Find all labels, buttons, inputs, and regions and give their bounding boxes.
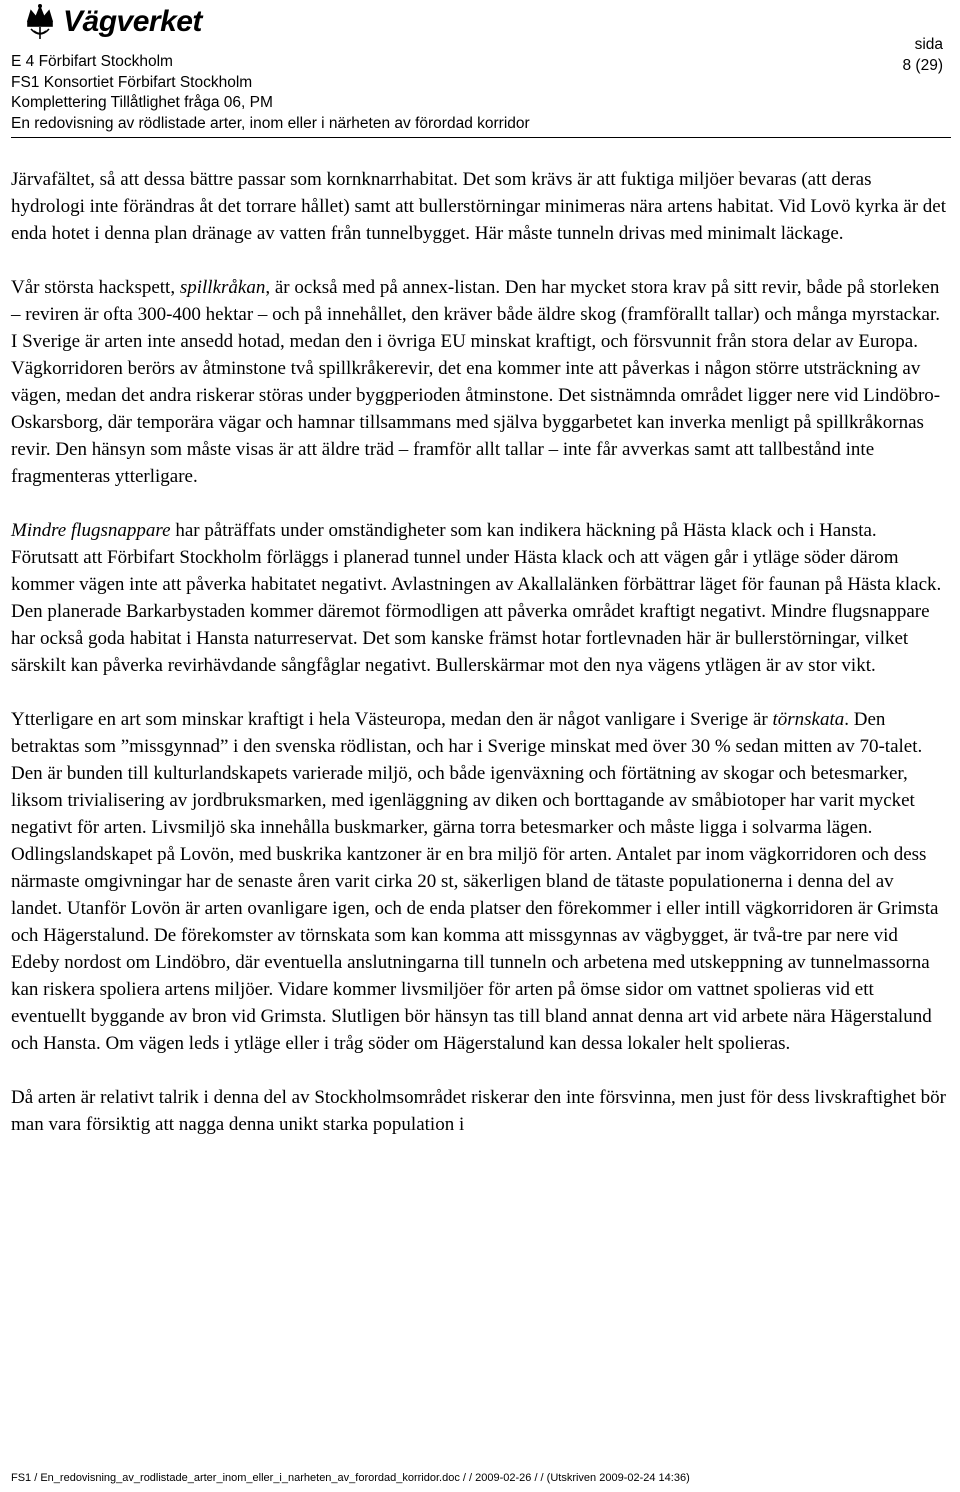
paragraph-text: Vår största hackspett, [11, 277, 180, 298]
page-label: sida [914, 36, 943, 53]
vagverket-logo [23, 2, 202, 42]
paragraph-text: , är också med på annex-listan. Den har mycket stora krav på sitt revir, både på storleken – reviren är ofta 300-400 hektar – och på innehållet, den kräver både äldre skog (framförallt tallar) och många myrstackar. I Sverige är arten inte ansedd hotad, medan den i övriga EU minskat kraftigt, och försvunnit från stora delar av Europa. Vägkorridoren berörs av åtminstone två spillkråkerevir, det ena kommer inte att påverkas i någon större utsträckning av vägen, medan det andra riskerar störas under byggperioden åtminstone. Det sistnämnda området ligger nere vid Lindöbro-Oskarsborg, där temporära vägar och hamnar tillsammans med själva byggarbetet kan inverka menligt på spillkråkornas revir. Den hänsyn som måste visas är att äldre träd – framför allt tallar – inte får avverkas samt att tallbestånd inte fragmenteras ytterligare. [11, 277, 941, 487]
header-info [11, 52, 530, 134]
document-subject: Komplettering Tillåtlighet fråga 06, PM [11, 94, 273, 111]
body-paragraph [11, 1084, 946, 1138]
paragraph-text: Då arten är relativt talrik i denna del av Stockholmsområdet riskerar den inte försvinna, men just för dess livskraftighet bör man vara försiktig att nagga denna unikt starka population i [11, 1087, 946, 1135]
document-footer: FS1 / En_redovisning_av_rodlistade_arter_inom_eller_i_narheten_av_forordad_korridor.doc / / 2009-02-26 / / (Utskriven 2009-02-24 14:36) [11, 1472, 690, 1484]
paragraph-text: Järvafältet, så att dessa bättre passar som kornknarrhabitat. Det som krävs är att fuktiga miljöer bevaras (att deras hydrologi inte förändras åt det torrare hållet) samt att bullerstörningar minimeras nära artens habitat. Vid Lovö kyrka är det enda hotet i denna plan dränage av vatten från tunnelbygget. Här måste tunneln drivas med minimalt läckage. [11, 169, 946, 244]
header-divider [11, 137, 951, 138]
document-header [11, 0, 951, 140]
body-paragraph [11, 166, 946, 247]
page-number: 8 (29) [902, 57, 943, 74]
body-text [11, 166, 946, 1165]
species-name: spillkråkan [179, 277, 266, 298]
paragraph-text: Ytterligare en art som minskar kraftigt i hela Västeuropa, medan den är något vanligare i Sverige är [11, 709, 773, 730]
species-name: Mindre flugsnappare [11, 520, 171, 541]
consortium-name: FS1 Konsortiet Förbifart Stockholm [11, 73, 253, 91]
logo-wordmark: Vägverket [63, 5, 202, 38]
body-paragraph [11, 706, 946, 1057]
body-paragraph [11, 274, 946, 490]
project-title: E 4 Förbifart Stockholm [11, 53, 173, 70]
page-info [903, 34, 944, 76]
species-name: törnskata [772, 709, 845, 730]
paragraph-text: . Den betraktas som ”missgynnad” i den svenska rödlistan, och har i Sverige minskat med över 30 % sedan mitten av 70-talet. Den är bunden till kulturlandskapets varierade miljö, och både igenväxning och förtätning av skogar och betesmarker, liksom trivialisering av jordbruksmarken, med igenläggning av diken och borttagande av småbiotoper har varit mycket negativt för arten. Livsmiljö ska innehålla buskmarker, gärna torra betesmarker och måste ligga i solvarma lägen. Odlingslandskapet på Lovön, med buskrika kantzoner är en bra miljö för arten. Antalet par inom vägkorridoren och dess närmaste omgivningar har de senaste åren varit cirka 20 st, säkerligen bland de tätaste populationerna i denna del av landet. Utanför Lovön är arten ovanligare igen, och de enda platser den förekommer i eller intill vägkorridoren är Grimsta och Hägerstalund. De förekomster av törnskata som kan komma att missgynnas av vägbygget, är två-tre par nere vid Edeby nordost om Lindöbro, där eventuella anslutningarna till tunneln och arbetena med utskeppning av tunnelmassorna kan riskera spoliera artens miljöer. Vidare kommer livsmiljöer för arten på ömse sidor om vattnet spolieras vid ett eventuellt byggande av bron vid Grimsta. Slutligen bör hänsyn tas till bland annat denna art vid arbete nära Hägerstalund och Hansta. Om vägen leds i ytläge eller i tråg söder om Hägerstalund kan dessa lokaler helt spolieras. [11, 709, 939, 1054]
body-paragraph [11, 517, 946, 679]
crown-emblem-icon [23, 3, 57, 41]
paragraph-text: har påträffats under omständigheter som kan indikera häckning på Hästa klack och i Hansta. Förutsatt att Förbifart Stockholm förläggs i planerad tunnel under Hästa klack och att vägen går i ytläge söder därom kommer vägen inte att påverka habitatet negativt. Avlastningen av Akallalänken förbättrar läget för faunan på Hästa klack. Den planerade Barkarbystaden kommer däremot förmodligen att påverka området kraftigt negativt. Mindre flugsnappare har också goda habitat i Hansta naturreservat. Det som kanske främst hotar fortlevnaden här är bullerstörningar, vilket särskilt kan påverka revirhävdande sångfåglar negativt. Bullerskärmar mot den nya vägens ytlägen är av stor vikt. [11, 520, 942, 676]
document-title: En redovisning av rödlistade arter, inom eller i närheten av förordad korridor [11, 114, 530, 132]
